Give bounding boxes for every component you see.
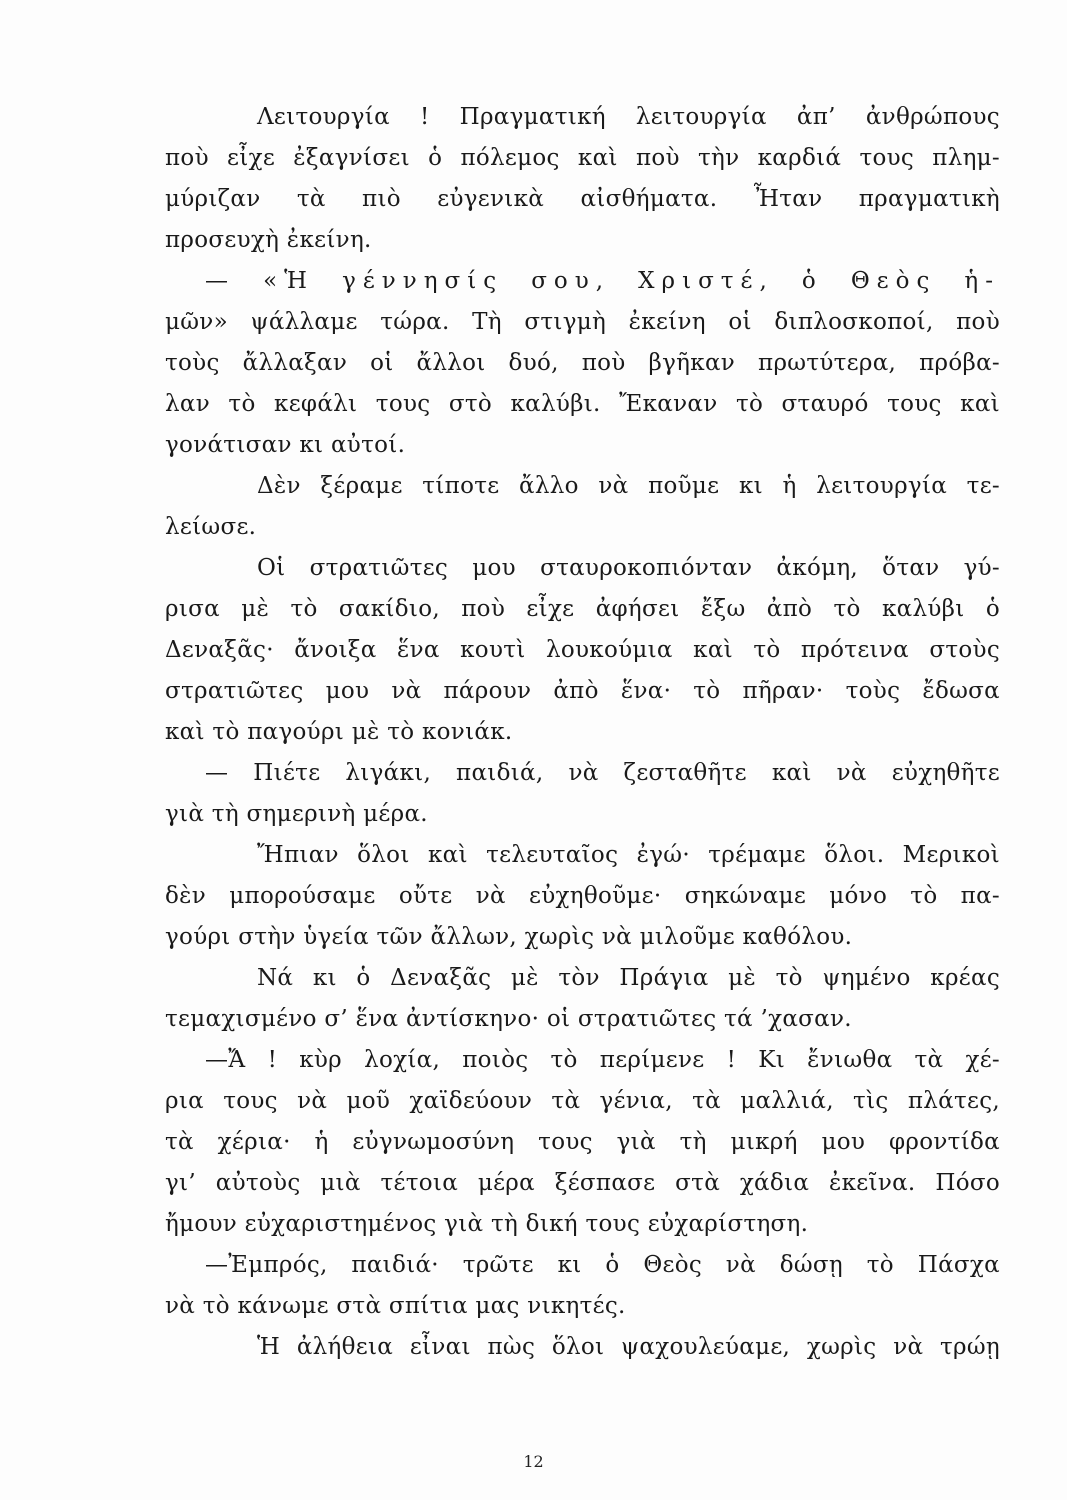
text-line: νὰ τὸ κάνωμε στὰ σπίτια μας νικητές. <box>165 1293 626 1319</box>
text-line: τὰ χέρια· ἡ εὐγνωμοσύνη τους γιὰ τὴ μικρή μου φροντίδα <box>165 1129 1000 1155</box>
text-line: Ἤπιαν ὅλοι καὶ τελευταῖος ἐγώ· τρέμαμε ὅλοι. Μερικοὶ <box>257 842 1000 868</box>
text-line: γούρι στὴν ὑγεία τῶν ἄλλων, χωρὶς νὰ μιλοῦμε καθόλου. <box>165 924 853 950</box>
text-line: τοὺς ἄλλαξαν οἱ ἄλλοι δυό, ποὺ βγῆκαν πρωτύτερα, πρόβα- <box>165 350 1000 376</box>
text-line: μύριζαν τὰ πιὸ εὐγενικὰ αἰσθήματα. Ἦταν πραγματικὴ <box>165 186 1000 212</box>
text-line: ποὺ εἶχε ἐξαγνίσει ὁ πόλεμος καὶ ποὺ τὴν καρδιά τους πλημ- <box>165 145 1000 171</box>
text-line: γιὰ τὴ σημερινὴ μέρα. <box>165 801 428 827</box>
text-line: ἤμουν εὐχαριστημένος γιὰ τὴ δική τους εὐχαρίστηση. <box>165 1211 809 1237</box>
text-line: Δεναξᾶς· ἄνοιξα ἕνα κουτὶ λουκούμια καὶ τὸ πρότεινα στοὺς <box>165 637 1000 663</box>
text-line: γι’ αὐτοὺς μιὰ τέτοια μέρα ξέσπασε στὰ χάδια ἐκεῖνα. Πόσο <box>165 1170 1000 1196</box>
text-line: λείωσε. <box>165 514 257 540</box>
text-line: ρια τους νὰ μοῦ χαϊδεύουν τὰ γένια, τὰ μαλλιά, τὶς πλάτες, <box>165 1088 1000 1114</box>
text-line: δὲν μπορούσαμε οὔτε νὰ εὐχηθοῦμε· σηκώναμε μόνο τὸ πα- <box>165 883 1000 909</box>
text-line: — Πιέτε λιγάκι, παιδιά, νὰ ζεσταθῆτε καὶ νὰ εὐχηθῆτε <box>205 760 1000 786</box>
text-line: ρισα μὲ τὸ σακίδιο, ποὺ εἶχε ἀφήσει ἔξω ἀπὸ τὸ καλύβι ὁ <box>165 596 1000 622</box>
text-line: λαν τὸ κεφάλι τους στὸ καλύβι. Ἔκαναν τὸ σταυρό τους καὶ <box>165 391 1000 417</box>
text-line: γονάτισαν κι αὐτοί. <box>165 432 406 458</box>
text-line: —Ἄ ! κὺρ λοχία, ποιὸς τὸ περίμενε ! Κι ἔνιωθα τὰ χέ- <box>205 1047 1000 1073</box>
text-line: Δὲν ξέραμε τίποτε ἄλλο νὰ ποῦμε κι ἡ λειτουργία τε- <box>257 473 1000 499</box>
text-line: τεμαχισμένο σ’ ἕνα ἀντίσκηνο· οἱ στρατιῶτες τά ’χασαν. <box>165 1006 852 1032</box>
text-line: Ἡ ἀλήθεια εἶναι πὼς ὅλοι ψαχουλεύαμε, χωρὶς νὰ τρώῃ <box>257 1334 1000 1360</box>
body-text <box>165 97 1000 1368</box>
text-line: προσευχὴ ἐκείνη. <box>165 227 372 253</box>
text-line: μῶν» ψάλλαμε τώρα. Τὴ στιγμὴ ἐκείνη οἱ διπλοσκοποί, ποὺ <box>165 309 1000 335</box>
text-line: καὶ τὸ παγούρι μὲ τὸ κονιάκ. <box>165 719 513 745</box>
text-line: Νά κι ὁ Δεναξᾶς μὲ τὸν Πράγια μὲ τὸ ψημένο κρέας <box>257 965 1000 991</box>
text-line: —Ἐμπρός, παιδιά· τρῶτε κι ὁ Θεὸς νὰ δώσῃ τὸ Πάσχα <box>205 1252 1000 1278</box>
text-line: — «Ἡ γέννησίς σου, Χριστέ, ὁ Θεὸς ἡ- <box>205 268 1000 294</box>
text-line: Οἱ στρατιῶτες μου σταυροκοπιόνταν ἀκόμη, ὅταν γύ- <box>257 555 1000 581</box>
text-line: Λειτουργία ! Πραγματική λειτουργία ἀπ’ ἀνθρώπους <box>257 104 1000 130</box>
text-line: στρατιῶτες μου νὰ πάρουν ἀπὸ ἕνα· τὸ πῆραν· τοὺς ἔδωσα <box>165 678 1000 704</box>
page-number: 12 <box>523 1452 544 1471</box>
